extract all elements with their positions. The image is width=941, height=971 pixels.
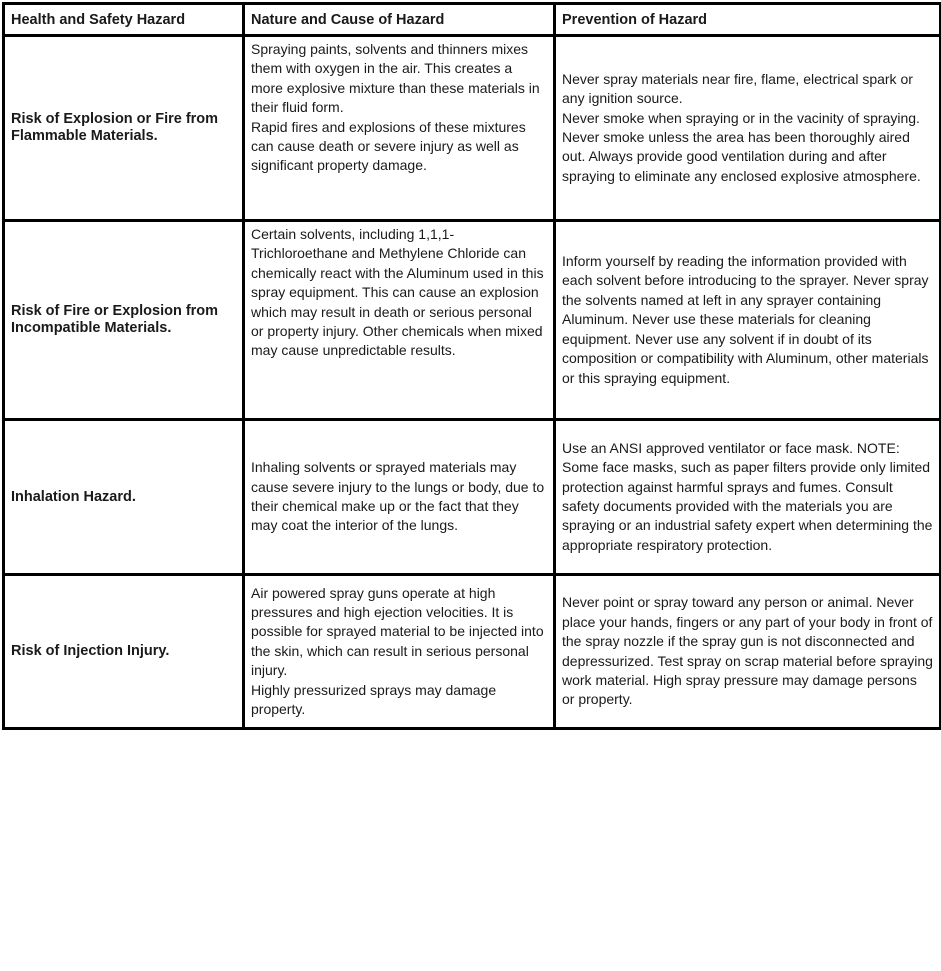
nature-paragraph: Inhaling solvents or sprayed materials may cause severe injury to the lungs or body, due to their chemical make up or the fact that they may coat the interior of the lungs. xyxy=(251,459,545,534)
prevention-paragraph: Use an ANSI approved ventilator or face mask. NOTE: Some face masks, such as paper filters provide only limited protection against harmful sprays and fumes. Consult safety documents provided with the materials you are spraying or an industrial safety expert when determining the appropriate respiratory protection. xyxy=(562,439,933,553)
header-hazard: Health and Safety Hazard xyxy=(4,4,244,36)
hazard-name: Risk of Explosion or Fire from Flammable Materials. xyxy=(4,36,244,221)
prevention-paragraph: Never spray materials near fire, flame, electrical spark or any ignition source. xyxy=(562,70,913,107)
table-row xyxy=(4,221,941,420)
prevention-paragraph: Never point or spray toward any person or animal. Never place your hands, fingers or any part of your body in front of the spray nozzle if the spray gun is not disconnected and depressurized. Test spray on scrap material before spraying work material. High spray pressure may damage persons or property. xyxy=(562,594,933,708)
table-row xyxy=(4,420,941,575)
header-row xyxy=(4,4,941,36)
nature-paragraph: Certain solvents, including 1,1,1-Trichloroethane and Methylene Chloride can chemically react with the Aluminum used in this spray equipment. This can cause an explosion which may result in death or serious personal or property injury. Other chemicals when mixed may cause unpredictable results. xyxy=(251,226,544,359)
hazard-name: Risk of Fire or Explosion from Incompatible Materials. xyxy=(4,221,244,420)
header-nature: Nature and Cause of Hazard xyxy=(244,4,555,36)
prevention-paragraph: Never smoke when spraying or in the vacinity of spraying. Never smoke unless the area has been thoroughly aired out. Always provide good ventilation during and after spraying to eliminate any enclosed explosive atmosphere. xyxy=(562,109,921,184)
nature-cell xyxy=(244,420,555,575)
hazard-name: Inhalation Hazard. xyxy=(4,420,244,575)
prevention-paragraph: Inform yourself by reading the information provided with each solvent before introducing to the sprayer. Never spray the solvents named at left in any sprayer containing Aluminum. Never use these materials for cleaning equipment. Never use any solvent if in doubt of its composition or compatibility with Aluminum, other materials or this spraying equipment. xyxy=(562,253,929,386)
nature-paragraph: Air powered spray guns operate at high pressures and high ejection velocities. It is possible for sprayed material to be injected into the skin, which can result in serious personal injury. xyxy=(251,584,544,679)
prevention-cell xyxy=(555,420,941,575)
table-row xyxy=(4,36,941,221)
prevention-cell xyxy=(555,36,941,221)
prevention-cell xyxy=(555,575,941,729)
nature-cell xyxy=(244,221,555,420)
hazard-name: Risk of Injection Injury. xyxy=(4,575,244,729)
nature-paragraph: Rapid fires and explosions of these mixtures can cause death or severe injury as well as significant property damage. xyxy=(251,118,526,174)
prevention-cell xyxy=(555,221,941,420)
nature-cell xyxy=(244,575,555,729)
table-row xyxy=(4,575,941,729)
nature-paragraph: Highly pressurized sprays may damage property. xyxy=(251,681,497,718)
nature-cell xyxy=(244,36,555,221)
nature-paragraph: Spraying paints, solvents and thinners mixes them with oxygen in the air. This creates a more explosive mixture than these materials in their fluid form. xyxy=(251,41,540,116)
header-prevention: Prevention of Hazard xyxy=(555,4,941,36)
hazard-table xyxy=(2,2,941,730)
